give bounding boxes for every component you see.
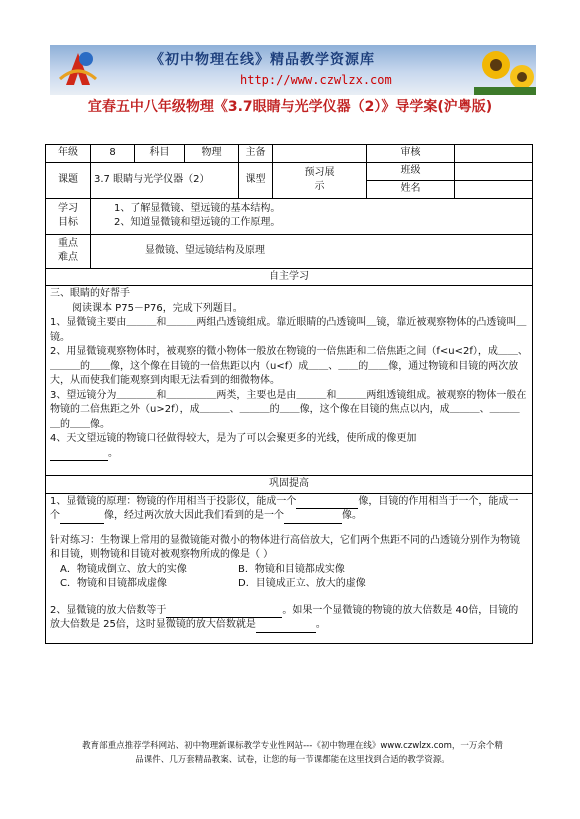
goals-content [91, 198, 533, 234]
option-c[interactable]: C．物镜和目镜都成虚像 [60, 578, 167, 589]
answer-blank[interactable] [60, 511, 104, 524]
question-4 [50, 432, 528, 461]
grade-label: 年级 [46, 145, 91, 163]
study-guide-table [45, 144, 533, 644]
self-study-heading: 三、眼睛的好帮手 [50, 288, 130, 299]
text-segment: 。如果一个显微镜的物镜的放大倍数是 40倍，目镜的放大倍数是 25倍，这时显微镜的放大倍数就是 [50, 604, 519, 630]
option-a[interactable]: A．物镜成倒立、放大的实像 [60, 563, 187, 575]
answer-blank[interactable] [256, 620, 316, 633]
name-label: 姓名 [367, 180, 455, 198]
text-segment: 。 [315, 619, 326, 630]
document-title: 宜春五中八年级物理《3.7眼睛与光学仪器（2）》导学案(沪粤版) [87, 99, 493, 115]
sunflower-decoration-icon [474, 45, 536, 95]
subject-value: 物理 [185, 145, 239, 163]
type-value: 预习展示 [273, 162, 367, 198]
review-label: 审核 [367, 145, 455, 163]
consolidate-section [46, 493, 533, 643]
option-b[interactable]: B．物镜和目镜都成实像 [238, 563, 345, 575]
banner-title: 《初中物理在线》精品教学资源库 [150, 52, 375, 68]
text-segment: 2、显微镜的放大倍数等于 [50, 604, 167, 616]
options-row-2 [50, 577, 528, 592]
answer-blank[interactable] [166, 605, 282, 618]
text-segment: 像。 [342, 510, 362, 521]
type-label: 课型 [239, 162, 273, 198]
consolidate-question-2 [50, 604, 528, 633]
grade-value: 8 [91, 145, 135, 163]
consolidate-question-1 [50, 495, 528, 524]
key-points-label: 重点难点 [46, 234, 91, 268]
text-segment: ，能成一个 [50, 495, 519, 521]
site-banner [50, 45, 536, 95]
goal-item: 1、了解显微镜、望远镜的基本结构。 [114, 202, 281, 214]
key-points-value: 显微镜、望远镜结构及原理 [91, 234, 533, 268]
page-footer [40, 740, 545, 767]
reading-instruction: 阅读课本 P75－P76，完成下列题目。 [72, 302, 243, 314]
question-1: 1、显微镜主要由＿＿＿和＿＿＿两组凸透镜组成。靠近眼睛的凸透镜叫＿镜，靠近被观察物体的凸透镜叫＿镜。 [50, 317, 527, 343]
question-2: 2、用显微镜观察物体时，被观察的微小物体一般放在物镜的一倍焦距和二倍焦距之间（f<u<2f），成＿＿、＿＿＿的＿＿像，这个像在目镜的一倍焦距以内（u<f）成＿＿、＿＿的＿＿像，通过物镜和目镜的两次放大，从而使我们能观察到肉眼无法看到的细微物体。 [50, 346, 528, 386]
banner-url[interactable]: http://www.czwlzx.com [240, 73, 392, 87]
answer-blank[interactable] [50, 448, 108, 461]
question-3: 3、望远镜分为＿＿＿＿和＿＿＿＿＿两类，主要也是由＿＿＿和＿＿＿两组透镜组成。被观察的物体一般在物镜的二倍焦距之外（u>2f），成＿＿＿、＿＿＿的＿＿像，这个像在目镜的焦点以内，成＿＿＿、＿＿＿＿的＿＿像。 [50, 389, 527, 430]
name-value [455, 180, 533, 198]
goal-item: 2、知道显微镜和望远镜的工作原理。 [114, 217, 281, 228]
topic-label: 课题 [46, 162, 91, 198]
goals-label: 学习目标 [46, 198, 91, 234]
answer-blank[interactable] [284, 511, 342, 524]
consolidate-header: 巩固提高 [46, 476, 533, 494]
practice-question: 针对练习：生物课上常用的显微镜能对微小的物体进行高倍放大，它们两个焦距不同的凸透镜分别作为物镜和目镜，则物镜和目镜对被观察物所成的像是（ ） [50, 534, 520, 560]
footer-line: 教育部重点推荐学科网站、初中物理新课标教学专业性网站---《初中物理在线》www.czwlzx.com，一万余个精 [82, 741, 503, 751]
review-value [455, 145, 533, 163]
option-d[interactable]: D．目镜成正立、放大的虚像 [238, 578, 366, 589]
self-study-header: 自主学习 [46, 268, 533, 286]
question-4-end: 。 [108, 447, 118, 459]
text-segment: 像，目镜的作用相当于一个 [358, 495, 479, 507]
footer-line: 品课件、几万套精品教案、试卷，让您的每一节课都能在这里找到合适的教学资源。 [135, 754, 450, 765]
host-label: 主备 [239, 145, 273, 163]
self-study-section [46, 286, 533, 476]
options-row-1 [50, 563, 528, 578]
text-segment: 像，经过两次放大因此我们看到的是一个 [104, 510, 284, 521]
answer-blank[interactable] [296, 496, 358, 509]
site-logo-icon [56, 49, 100, 91]
host-value [273, 145, 367, 163]
class-value [455, 162, 533, 180]
topic-value: 3.7 眼睛与光学仪器（2） [91, 162, 239, 198]
class-label: 班级 [367, 162, 455, 180]
text-segment: 1、显微镜的原理：物镜的作用相当于投影仪，能成一个 [50, 495, 297, 507]
question-4-text: 4、天文望远镜的物镜口径做得较大，是为了可以会聚更多的光线，使所成的像更加 [50, 433, 417, 444]
subject-label: 科目 [135, 145, 185, 163]
